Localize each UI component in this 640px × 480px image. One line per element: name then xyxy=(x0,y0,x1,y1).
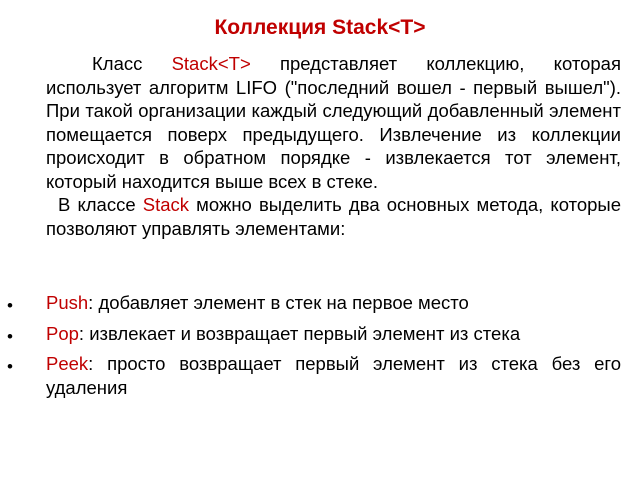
method-list xyxy=(0,291,640,406)
bullet-icon: • xyxy=(7,357,13,376)
list-item xyxy=(0,291,640,315)
paragraph-methods xyxy=(46,193,621,240)
method-push: Push xyxy=(46,292,89,313)
method-peek-desc: : просто возвращает первый элемент из стека без его удаления xyxy=(46,353,621,398)
paragraph-intro xyxy=(46,52,621,193)
paragraph-methods-lead: В классе xyxy=(58,194,143,215)
list-item xyxy=(0,352,640,399)
slide-title: Коллекция Stack<T> xyxy=(214,16,426,39)
method-pop: Pop xyxy=(46,322,79,344)
method-pop-desc: : извлекает и возвращает первый элемент из стека xyxy=(78,322,521,344)
term-stack-generic: Stack<T> xyxy=(171,53,251,74)
method-push-desc: : добавляет элемент в стек на первое место xyxy=(88,292,469,313)
list-item xyxy=(0,322,640,346)
bullet-icon: • xyxy=(7,296,13,315)
bullet-icon: • xyxy=(7,326,13,346)
term-stack: Stack xyxy=(142,194,190,215)
slide-body xyxy=(46,52,621,240)
paragraph-intro-lead: Класс xyxy=(92,53,172,74)
paragraph-intro-text: представляет коллекцию, которая использует алгоритм LIFO ("последний вошел - первый вышел"). При такой организации каждый следующий добавленный элемент помещается поверх предыдущего. Извлечение из коллекции происходит в обратном порядке - извлекается тот элемент, который находится выше всех в стеке. xyxy=(46,53,621,192)
paragraph-methods-text: можно выделить два основных метода, которые позволяют управлять элементами: xyxy=(46,194,622,239)
method-peek: Peek xyxy=(46,353,89,374)
